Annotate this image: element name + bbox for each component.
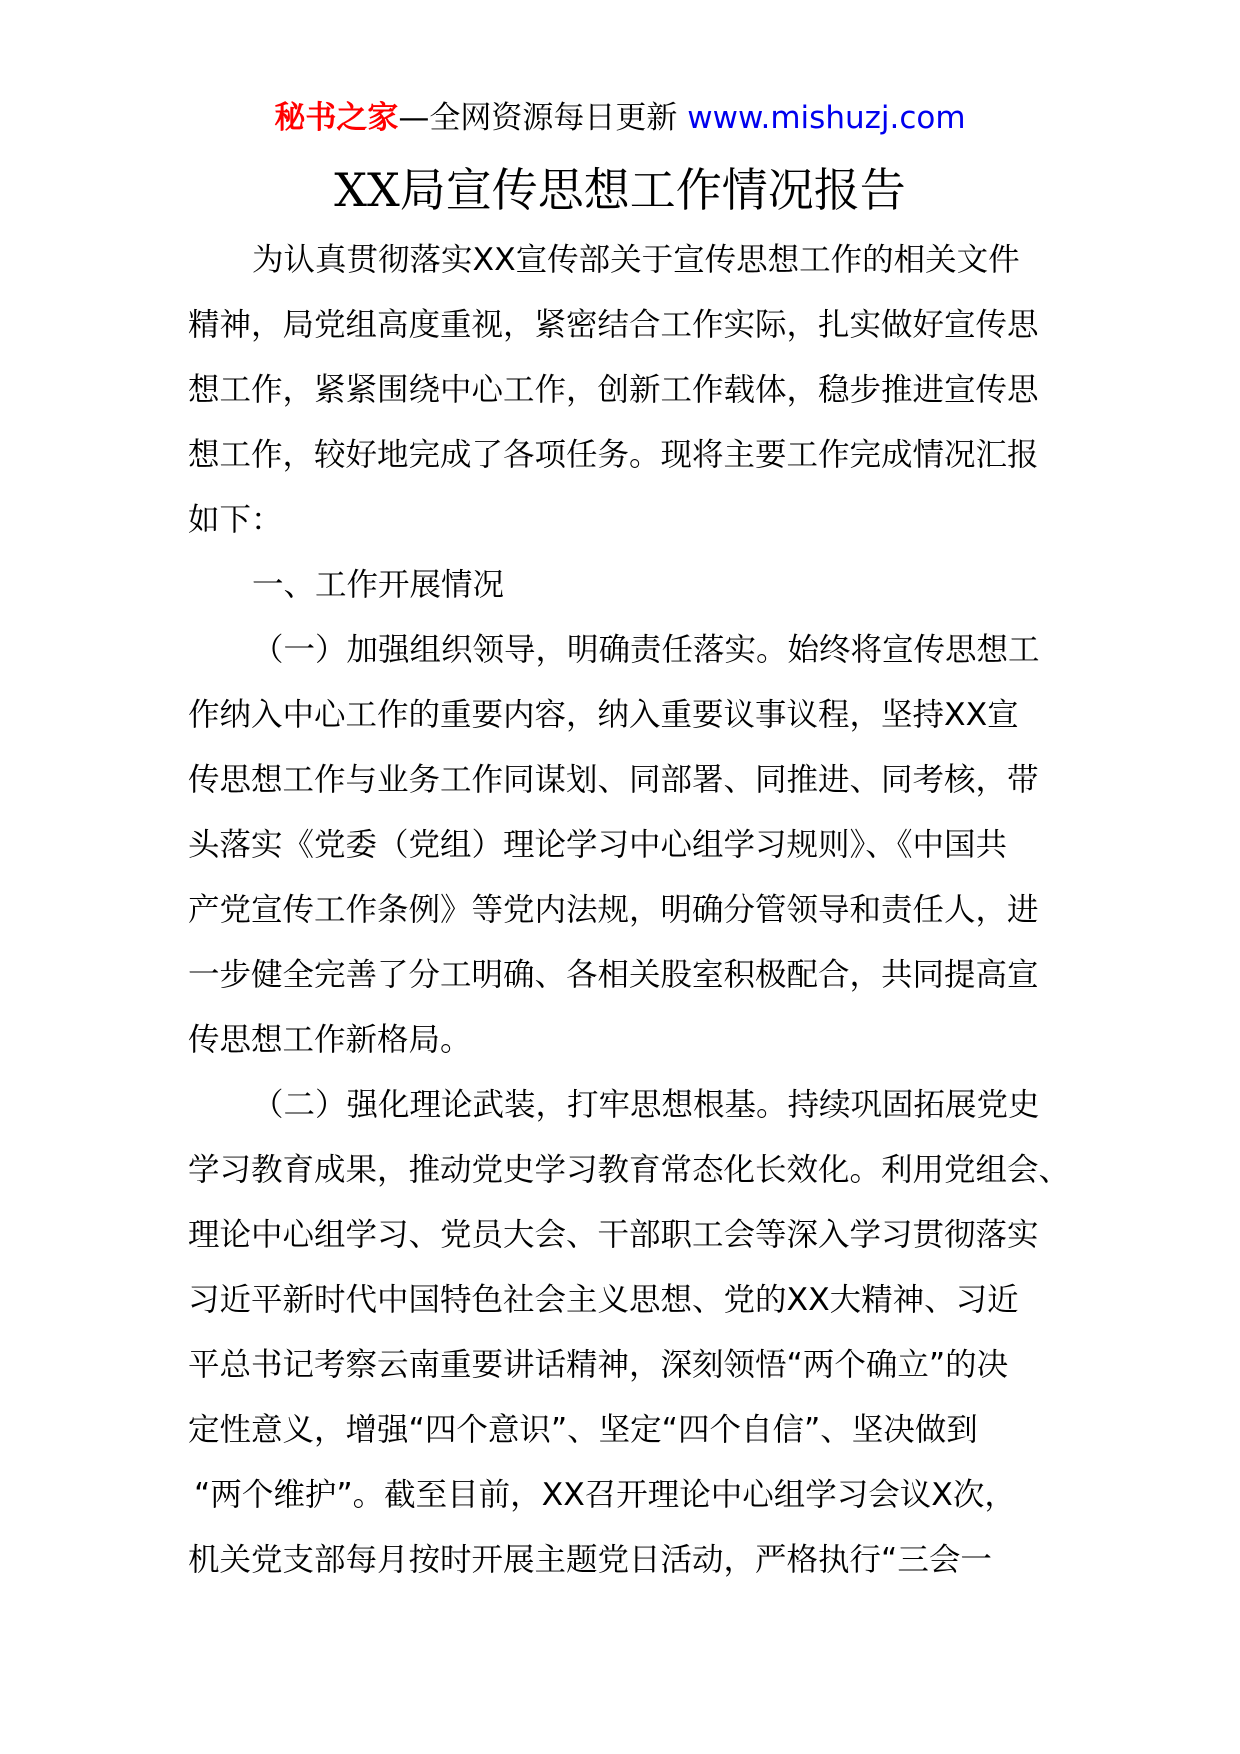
- document-body: [188, 228, 1071, 1593]
- paragraph-line: 为认真贯彻落实XX宣传部关于宣传思想工作的相关文件: [252, 242, 1020, 278]
- paragraph-line: 传思想工作新格局。: [188, 1022, 472, 1058]
- paragraph-line: 定性意义，增强“四个意识”、坚定“四个自信”、坚决做到: [188, 1412, 978, 1448]
- paragraph-line: 想工作，紧紧围绕中心工作，创新工作载体，稳步推进宣传思: [188, 372, 1039, 408]
- paragraph-line: 产党宣传工作条例》等党内法规，明确分管领导和责任人，进: [188, 892, 1039, 928]
- paragraph-line: 习近平新时代中国特色社会主义思想、党的XX大精神、习近: [188, 1282, 1019, 1318]
- paragraph-line: 理论中心组学习、党员大会、干部职工会等深入学习贯彻落实: [188, 1217, 1039, 1253]
- paragraph-line: （一）加强组织领导，明确责任落实。始终将宣传思想工: [252, 632, 1040, 668]
- section-heading: 一、工作开展情况: [252, 567, 505, 603]
- document-title: XX局宣传思想工作情况报告: [334, 163, 906, 217]
- paragraph-line: 传思想工作与业务工作同谋划、同部署、同推进、同考核，带: [188, 762, 1039, 798]
- paragraph-line: 一步健全完善了分工明确、各相关股室积极配合，共同提高宣: [188, 957, 1039, 993]
- paragraph-line: “两个维护”。截至目前，XX召开理论中心组学习会议X次，: [194, 1477, 1016, 1513]
- banner-url-link[interactable]: www.mishuzj.com: [687, 100, 966, 136]
- paragraph-line: 如下：: [188, 502, 283, 538]
- paragraph-line: 平总书记考察云南重要讲话精神，深刻领悟“两个确立”的决: [188, 1347, 1009, 1383]
- paragraph-line: 作纳入中心工作的重要内容，纳入重要议事议程，坚持XX宣: [188, 697, 1019, 733]
- paragraph-line: （二）强化理论武装，打牢思想根基。持续巩固拓展党史: [252, 1087, 1040, 1123]
- brand-name: 秘书之家: [274, 100, 399, 136]
- paragraph-line: 精神，局党组高度重视，紧密结合工作实际，扎实做好宣传思: [188, 307, 1039, 343]
- site-banner: [0, 98, 1240, 138]
- paragraph-line: 机关党支部每月按时开展主题党日活动，严格执行“三会一: [188, 1542, 992, 1578]
- paragraph-line: 想工作，较好地完成了各项任务。现将主要工作完成情况汇报: [188, 437, 1039, 473]
- paragraph-line: 学习教育成果，推动党史学习教育常态化长效化。利用党组会、: [188, 1152, 1071, 1188]
- paragraph-line: 头落实《党委（党组）理论学习中心组学习规则》、《中国共: [188, 827, 1008, 863]
- banner-slogan: —全网资源每日更新: [398, 100, 678, 136]
